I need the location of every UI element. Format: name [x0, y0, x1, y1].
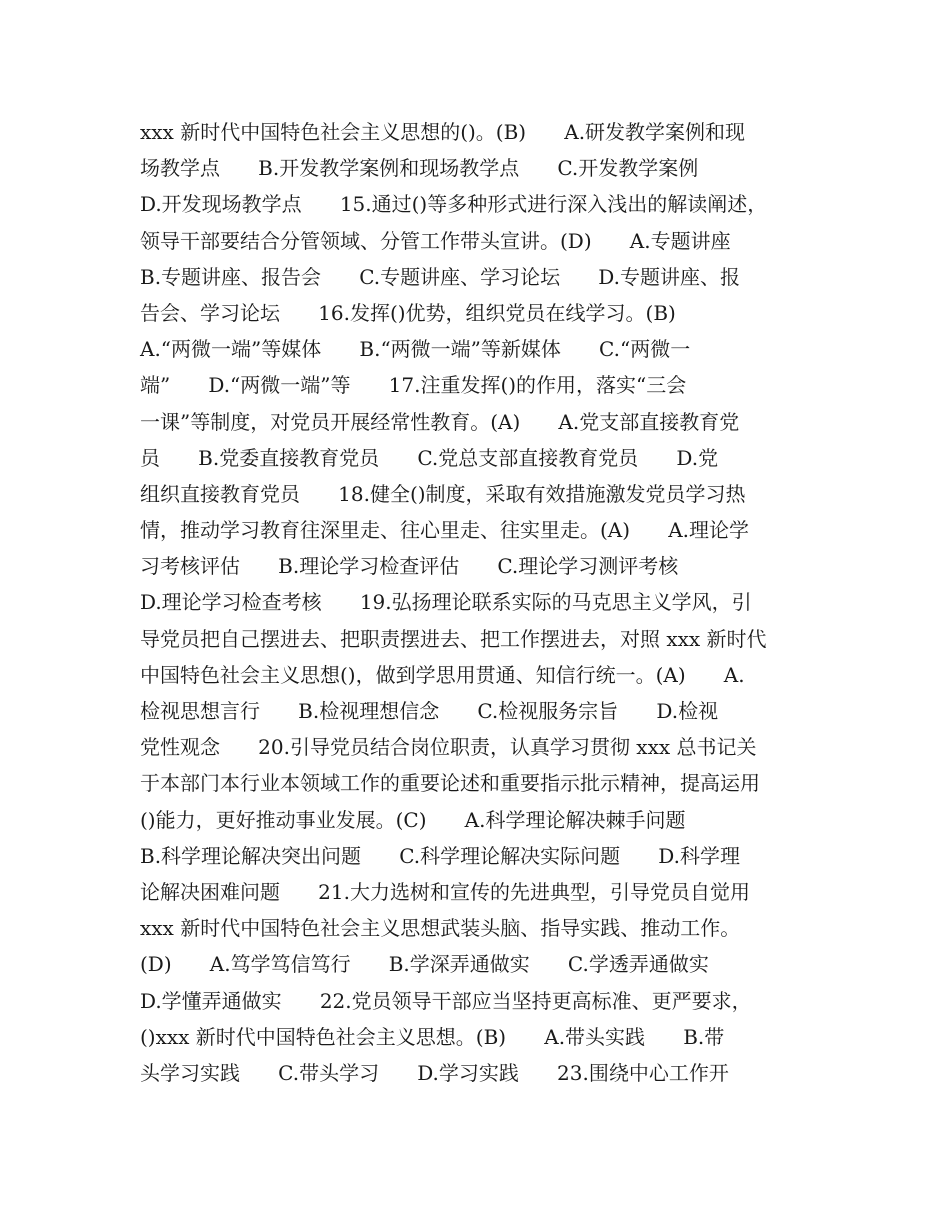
text-line-content: B.科学理论解决突出问题 C.科学理论解决实际问题 D.科学理	[140, 843, 740, 868]
text-line-content: 端” D.“两微一端”等 17.注重发挥()的作用，落实“三会	[140, 373, 687, 398]
text-line	[140, 440, 820, 476]
text-line	[140, 476, 820, 512]
text-line	[140, 367, 820, 403]
text-line-content: A.“两微一端”等媒体 B.“两微一端”等新媒体 C.“两微一	[140, 337, 691, 362]
text-line	[140, 946, 820, 982]
text-line	[140, 838, 820, 874]
text-line-content: D.开发现场教学点 15.通过()等多种形式进行深入浅出的解读阐述，	[140, 192, 768, 217]
text-line	[140, 802, 820, 838]
text-line-content: xxx 新时代中国特色社会主义思想的()。(B) A.研发教学案例和现	[140, 120, 746, 144]
text-line	[140, 223, 820, 259]
text-line-content: 检视思想言行 B.检视理想信念 C.检视服务宗旨 D.检视	[140, 699, 719, 723]
text-line-content: (D) A.笃学笃信笃行 B.学深弄通做实 C.学透弄通做实	[140, 952, 709, 977]
text-line	[140, 657, 820, 693]
text-line	[140, 548, 820, 584]
text-line	[140, 259, 820, 295]
text-line	[140, 295, 820, 331]
text-line	[140, 331, 820, 367]
text-line	[140, 512, 820, 548]
text-line-content: xxx 新时代中国特色社会主义思想武装头脑、指导实践、推动工作。	[140, 916, 741, 941]
text-line-content: ()xxx 新时代中国特色社会主义思想。(B) A.带头实践 B.带	[140, 1024, 725, 1049]
text-line	[140, 910, 820, 946]
text-line	[140, 1055, 820, 1091]
text-line	[140, 874, 820, 910]
text-line-content: 头学习实践 C.带头学习 D.学习实践 23.围绕中心工作开	[140, 1060, 729, 1085]
text-line	[140, 404, 820, 440]
text-line	[140, 765, 820, 801]
text-line	[140, 1019, 820, 1055]
text-line-content: 论解决困难问题 21.大力选树和宣传的先进典型，引导党员自觉用	[140, 879, 750, 904]
document-text-body	[140, 114, 820, 1091]
text-line	[140, 584, 820, 620]
text-line-content: D.学懂弄通做实 22.党员领导干部应当坚持更高标准、更严要求，	[140, 988, 752, 1013]
text-line-content: 场教学点 B.开发教学案例和现场教学点 C.开发教学案例	[140, 156, 699, 181]
text-line-content: ()能力，更好推动事业发展。(C) A.科学理论解决棘手问题	[140, 807, 686, 832]
text-line	[140, 150, 820, 186]
text-line	[140, 729, 820, 765]
text-line-content: 党性观念 20.引导党员结合岗位职责，认真学习贯彻 xxx 总书记关	[140, 735, 757, 760]
text-line	[140, 983, 820, 1019]
text-line	[140, 186, 820, 222]
text-line-content: 一课”等制度，对党员开展经常性教育。(A) A.党支部直接教育党	[140, 409, 740, 434]
text-line-content: 中国特色社会主义思想()，做到学思用贯通、知信行统一。(A) A.	[140, 662, 745, 687]
text-line-content: 习考核评估 B.理论学习检查评估 C.理论学习测评考核	[140, 554, 679, 579]
text-line-content: 导党员把自己摆进去、把职责摆进去、把工作摆进去，对照 xxx 新时代	[140, 626, 767, 651]
text-line	[140, 693, 820, 729]
text-line-content: 组织直接教育党员 18.健全()制度，采取有效措施激发党员学习热	[140, 481, 746, 506]
text-line	[140, 114, 820, 150]
text-line-content: B.专题讲座、报告会 C.专题讲座、学习论坛 D.专题讲座、报	[140, 264, 740, 289]
text-line-content: 领导干部要结合分管领域、分管工作带头宣讲。(D) A.专题讲座	[140, 228, 731, 253]
text-line-content: 告会、学习论坛 16.发挥()优势，组织党员在线学习。(B)	[140, 300, 676, 325]
text-line-content: D.理论学习检查考核 19.弘扬理论联系实际的马克思主义学风，引	[140, 590, 752, 615]
text-line-content: 于本部门本行业本领域工作的重要论述和重要指示批示精神，提高运用	[140, 771, 760, 796]
text-line-content: 员 B.党委直接教育党员 C.党总支部直接教育党员 D.党	[140, 445, 719, 470]
text-line-content: 情，推动学习教育往深里走、往心里走、往实里走。(A) A.理论学	[140, 518, 749, 543]
text-line	[140, 621, 820, 657]
